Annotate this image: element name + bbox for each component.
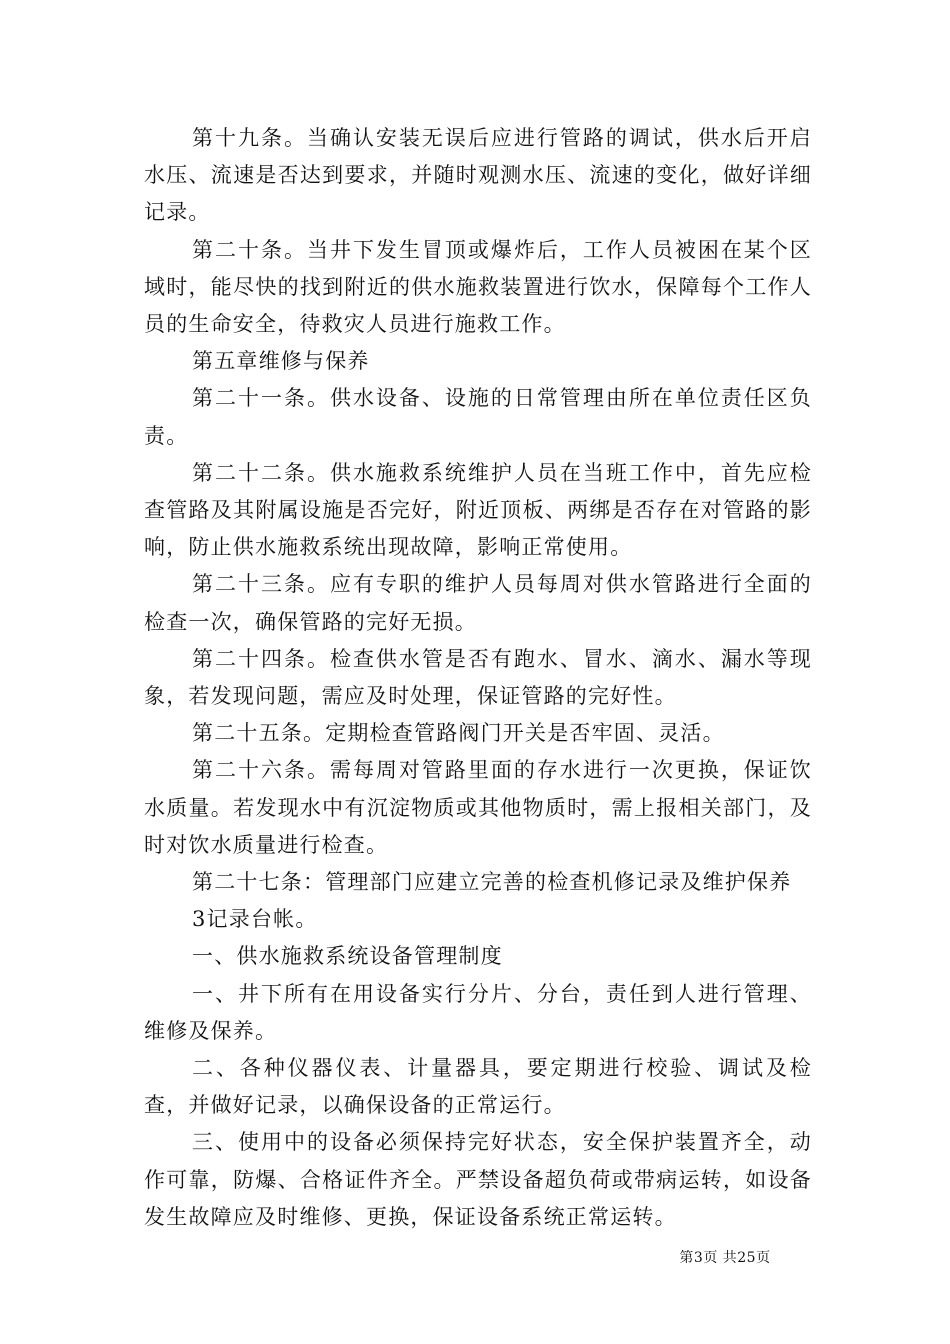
chapter-5-heading: 第五章维修与保养	[192, 349, 370, 374]
article-19: 第十九条。当确认安装无误后应进行管路的调试，供水后开启水压、流速是否达到要求，并随时观测水压、流速的变化，做好详细记录。	[144, 126, 812, 225]
article-26: 第二十六条。需每周对管路里面的存水进行一次更换，保证饮水质量。若发现水中有沉淀物质或其他物质时，需上报相关部门，及时对饮水质量进行检查。	[144, 758, 812, 857]
article-22: 第二十二条。供水施救系统维护人员在当班工作中，首先应检查管路及其附属设施是否完好，附近顶板、两绑是否存在对管路的影响，防止供水施救系统出现故障，影响正常使用。	[144, 460, 812, 560]
article-21: 第二十一条。供水设备、设施的日常管理由所在单位责任区负责。	[144, 386, 812, 448]
article-20: 第二十条。当井下发生冒顶或爆炸后，工作人员被困在某个区域时，能尽快的找到附近的供水施救装置进行饮水，保障每个工作人员的生命安全，待救灾人员进行施救工作。	[144, 237, 812, 337]
page-number-suffix: 页	[756, 1250, 771, 1266]
page-number	[679, 1247, 770, 1267]
total-pages: 25	[737, 1250, 757, 1266]
rule-3: 三、使用中的设备必须保持完好状态，安全保护装置齐全，动作可靠，防爆、合格证件齐全。严禁设备超负荷或带病运转，如设备发生故障应及时维修、更换，保证设备系统正常运转。	[144, 1130, 812, 1229]
article-27: 第二十七条：管理部门应建立完善的检查机修记录及维护保养	[192, 870, 792, 895]
page-number-prefix: 第	[679, 1250, 694, 1266]
article-27-continued: 3记录台帐。	[192, 907, 318, 932]
section-1-heading: 一、供水施救系统设备管理制度	[192, 944, 503, 969]
article-25: 第二十五条。定期检查管路阀门开关是否牢固、灵活。	[192, 721, 725, 746]
page-number-middle: 页 共	[703, 1250, 738, 1266]
article-23: 第二十三条。应有专职的维护人员每周对供水管路进行全面的检查一次，确保管路的完好无损。	[144, 572, 812, 634]
rule-2: 二、各种仪器仪表、计量器具，要定期进行校验、调试及检查，并做好记录，以确保设备的正常运行。	[144, 1056, 812, 1118]
article-24: 第二十四条。检查供水管是否有跑水、冒水、滴水、漏水等现象，若发现问题，需应及时处理，保证管路的完好性。	[144, 646, 812, 709]
rule-1: 一、井下所有在用设备实行分片、分台，责任到人进行管理、维修及保养。	[144, 981, 812, 1043]
page-footer	[0, 1247, 950, 1267]
document-body	[144, 120, 812, 1236]
current-page: 3	[693, 1250, 704, 1266]
